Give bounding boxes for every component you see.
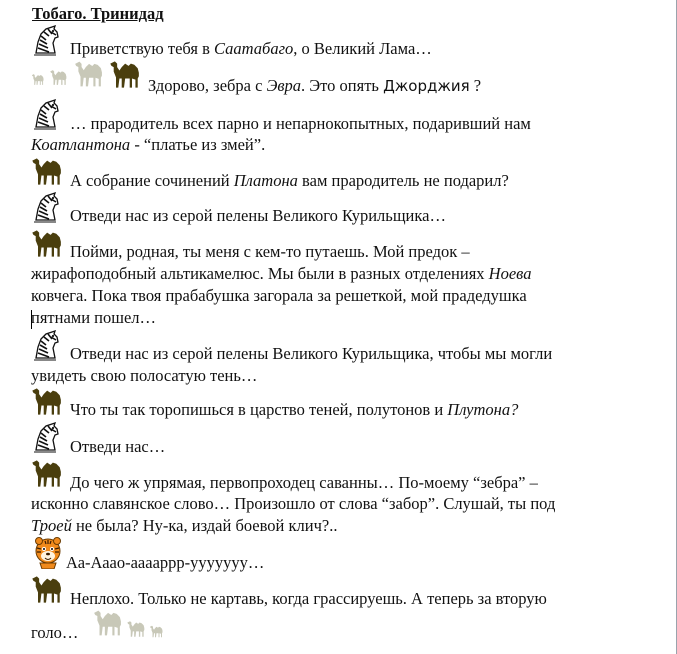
p4-text-b: Платона <box>233 171 298 190</box>
paragraph-7-line-2: увидеть свою полосатую тень… <box>31 366 258 385</box>
p8-text-b: Плутона? <box>447 400 519 419</box>
camel-icon <box>31 73 44 86</box>
p2-text-b: Эвра <box>266 76 302 95</box>
paragraph-3-line-2 <box>31 135 265 155</box>
paragraph-10-line-1: До чего ж упрямая, первопроходец саванны… По-моему “зебра” – <box>70 473 538 492</box>
zebra-icon <box>30 422 62 454</box>
paragraph-2 <box>148 76 481 96</box>
zebra-icon <box>30 330 62 362</box>
p4-text-a: А собрание сочинений <box>70 171 234 190</box>
p6-text-b: Ноева <box>488 264 532 283</box>
camel-icon <box>30 228 62 259</box>
camel-icon <box>126 620 145 638</box>
p8-text-a: Что ты так торопишься в царство теней, полутонов и <box>70 400 448 419</box>
p3-text-b: - “платье из змей”. <box>130 135 266 154</box>
camel-icon <box>92 608 122 638</box>
paragraph-8 <box>70 400 518 420</box>
paragraph-3-line-1: … прародитель всех парно и непарнокопытных, подаривший нам <box>70 114 531 133</box>
paragraph-12-line-2: голо… <box>31 623 79 642</box>
paragraph-7-line-1: Отведи нас из серой пелены Великого Курильщика, чтобы мы могли <box>70 344 553 363</box>
camel-icon <box>108 59 140 90</box>
p2-text-c: . Это опять <box>301 76 384 95</box>
camel-icon <box>149 625 163 638</box>
paragraph-9: Отведи нас… <box>70 437 166 456</box>
paragraph-10-line-3 <box>31 516 337 536</box>
page-title: Тобаго. Тринидад <box>32 4 164 23</box>
zebra-icon <box>30 192 62 224</box>
zebra-icon <box>30 99 62 131</box>
zebra-icon <box>30 25 62 57</box>
camel-icon <box>30 386 62 417</box>
p1-text-a: Приветствую тебя в <box>70 39 215 58</box>
camel-icon <box>30 458 62 489</box>
p1-text-b: Саатабаго <box>214 39 294 58</box>
paragraph-6-line-1: Пойми, родная, ты меня с кем-то путаешь. Мой предок – <box>70 242 470 261</box>
paragraph-4 <box>70 171 509 191</box>
camel-icon <box>73 59 103 89</box>
p3-text-a: Коатлантона <box>31 135 131 154</box>
paragraph-5: Отведи нас из серой пелены Великого Курильщика… <box>70 206 446 225</box>
paragraph-6-line-4: пятнами пошел… <box>31 308 157 327</box>
p10-text-b: не была? Ну-ка, издай боевой клич?.. <box>71 516 338 535</box>
camel-icon <box>30 574 62 605</box>
camel-icon <box>30 156 62 187</box>
paragraph-10-line-2: исконно славянское слово… Произошло от слова “забор”. Слушай, ты под <box>31 494 556 513</box>
camel-icon <box>49 69 67 86</box>
p2-text-e: ? <box>469 76 482 95</box>
p6-text-a: жирафоподобный альтикамелюс. Мы были в разных отделениях <box>31 264 489 283</box>
paragraph-12-line-1: Неплохо. Только не картавь, когда грассируешь. А теперь за вторую <box>70 589 547 608</box>
p2-text-a: Здорово, зебра с <box>148 76 267 95</box>
p1-text-c: , о Великий Лама… <box>293 39 432 58</box>
p10-text-a: Троей <box>31 516 72 535</box>
p2-text-d: Джорджия <box>383 77 470 95</box>
paragraph-11: Аа-Аааo-ааааррр-ууууууу… <box>66 553 265 572</box>
paragraph-6-line-2 <box>31 264 531 284</box>
paragraph-6-line-3: ковчега. Пока твоя прабабушка загорала за решеткой, мой прадедушка <box>31 286 527 305</box>
paragraph-1 <box>70 39 432 59</box>
p4-text-c: вам прародитель не подарил? <box>297 171 509 190</box>
tiger-icon <box>33 537 63 569</box>
